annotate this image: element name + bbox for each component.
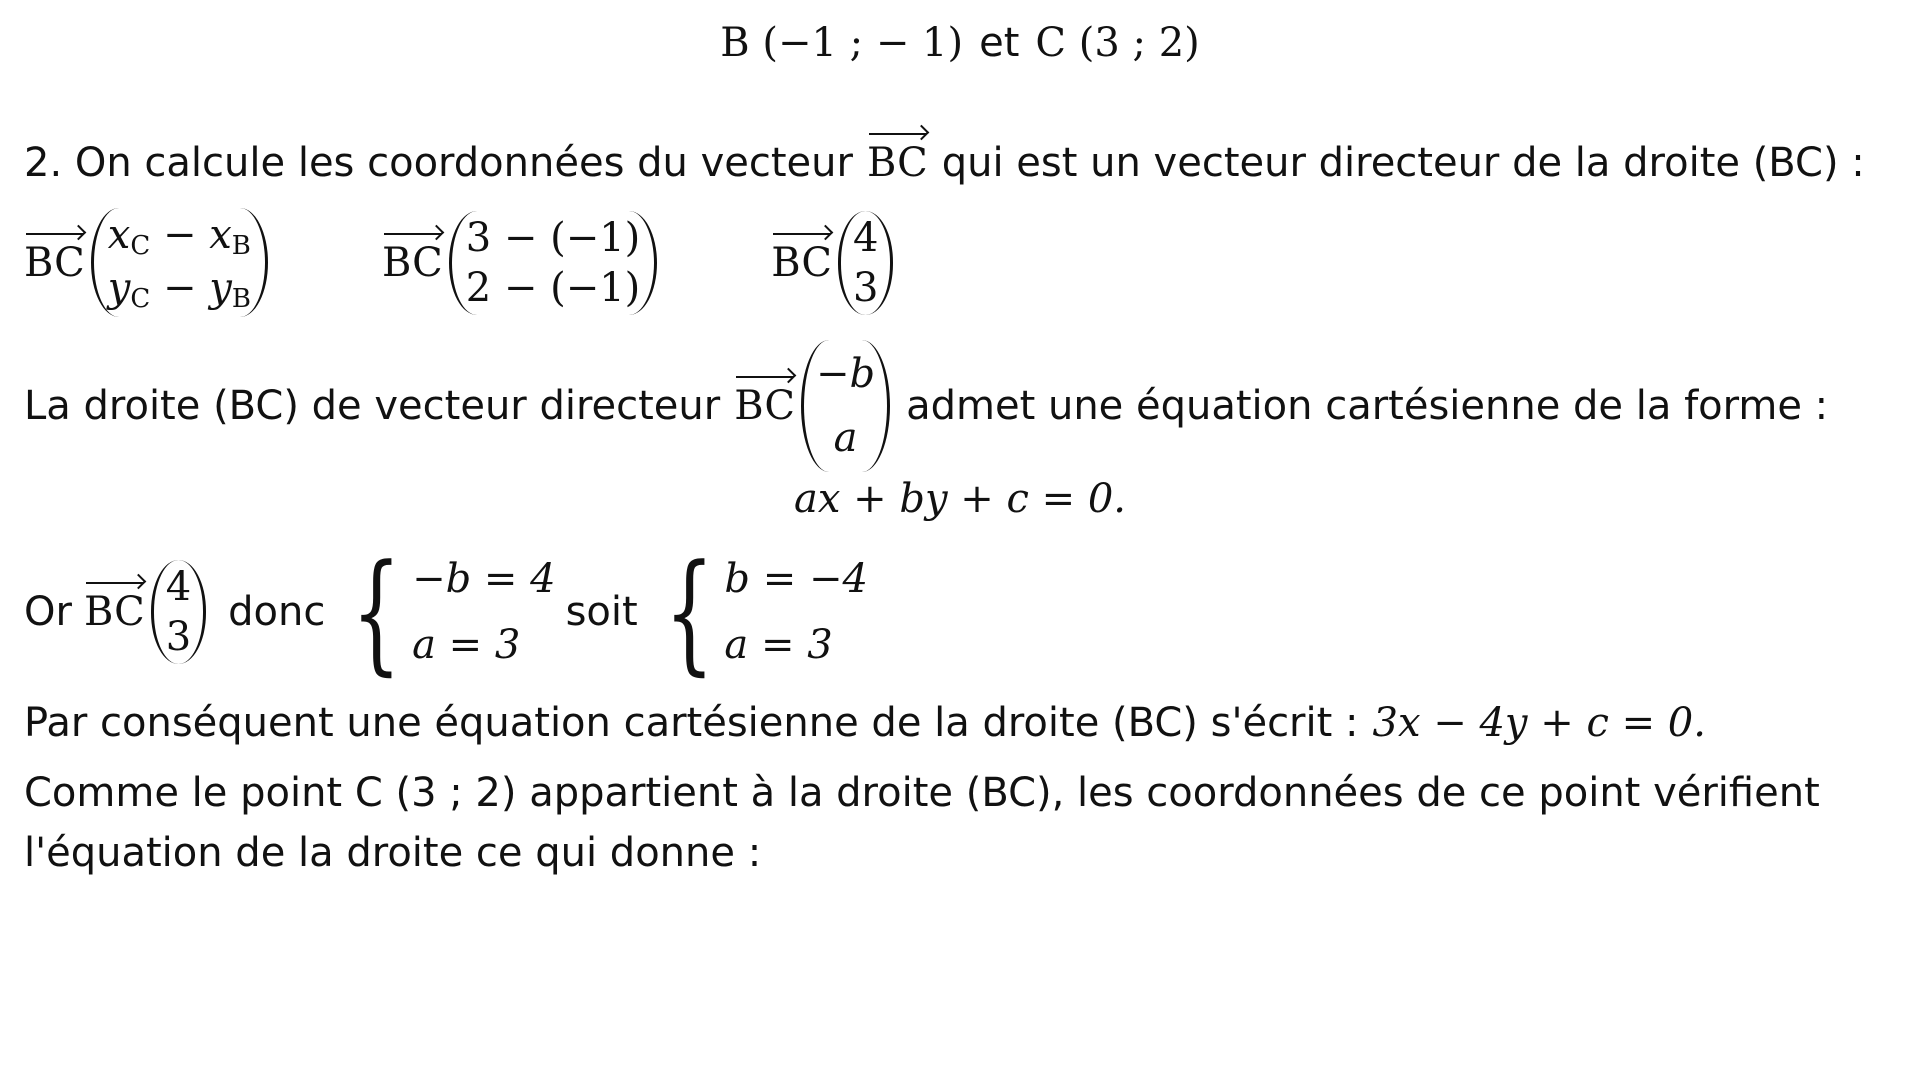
result-coordinates — [838, 211, 893, 315]
general-bottom: $y_C - y_B$ — [107, 264, 251, 314]
brace-icon: { — [664, 536, 714, 688]
vector-coordinates-row — [24, 208, 899, 317]
system-line — [24, 536, 878, 688]
final-line — [24, 830, 761, 876]
vector-bc: BC — [381, 239, 443, 286]
point-c-text: Comme le point C (3 ; 2) appartient à la droite (BC), les coordonnées de ce point vérifient — [24, 770, 1820, 816]
question-2-line — [24, 140, 1865, 186]
system-2-eq-1: b = −4 — [724, 556, 868, 602]
vector-bc: BC — [734, 383, 795, 429]
conclusion-line — [24, 700, 1706, 746]
vector-bc: BC — [83, 589, 145, 635]
system-1-eq-1: −b = 4 — [412, 556, 556, 602]
direction-prefix: La droite (BC) de vecteur directeur — [24, 383, 721, 429]
general-equation: ax + by + c = 0. — [793, 476, 1126, 522]
vector-bc: BC — [24, 239, 85, 286]
point-c-line — [24, 770, 1820, 816]
system-2-eq-2: a = 3 — [724, 622, 833, 668]
cartesian-equation: 3x − 4y + c = 0. — [1372, 700, 1706, 746]
vector-values — [151, 560, 206, 664]
et-word: et — [979, 20, 1020, 66]
result-top: 4 — [853, 214, 879, 261]
direction-vector-line — [24, 340, 1828, 472]
or-word: Or — [24, 589, 72, 635]
question-2-suffix: qui est un vecteur directeur de la droite (BC) : — [941, 140, 1865, 186]
point-b: B (−1 ; − 1) — [720, 20, 964, 66]
brace-icon: { — [351, 536, 402, 688]
substituted-coordinates — [449, 211, 658, 315]
vector-bc: BC — [771, 239, 833, 286]
vector-bottom: 3 — [165, 614, 192, 660]
question-2-prefix: 2. On calcule les coordonnées du vecteur — [24, 140, 853, 186]
general-coordinates — [91, 208, 268, 317]
result-bottom: 3 — [853, 264, 879, 311]
point-c: C (3 ; 2) — [1035, 20, 1200, 66]
general-equation-line — [0, 476, 1920, 522]
substituted-bottom: 2 − (−1) — [465, 264, 641, 311]
system-1 — [335, 536, 556, 688]
vector-bc: BC — [866, 140, 928, 186]
final-text: l'équation de la droite ce qui donne : — [24, 830, 762, 876]
direction-coordinates — [801, 340, 890, 472]
direction-top: −b — [815, 351, 876, 397]
substituted-top: 3 − (−1) — [465, 214, 641, 261]
points-line — [0, 20, 1920, 66]
direction-bottom: a — [833, 415, 858, 461]
conclusion-text: Par conséquent une équation cartésienne de la droite (BC) s'écrit : — [24, 700, 1359, 746]
vector-top: 4 — [165, 564, 192, 610]
system-2 — [648, 536, 868, 688]
general-top: $x_C - x_B$ — [107, 212, 251, 261]
direction-suffix: admet une équation cartésienne de la forme : — [906, 383, 1829, 429]
system-1-eq-2: a = 3 — [412, 622, 521, 668]
soit-word: soit — [565, 589, 638, 635]
donc-word: donc — [228, 589, 326, 635]
